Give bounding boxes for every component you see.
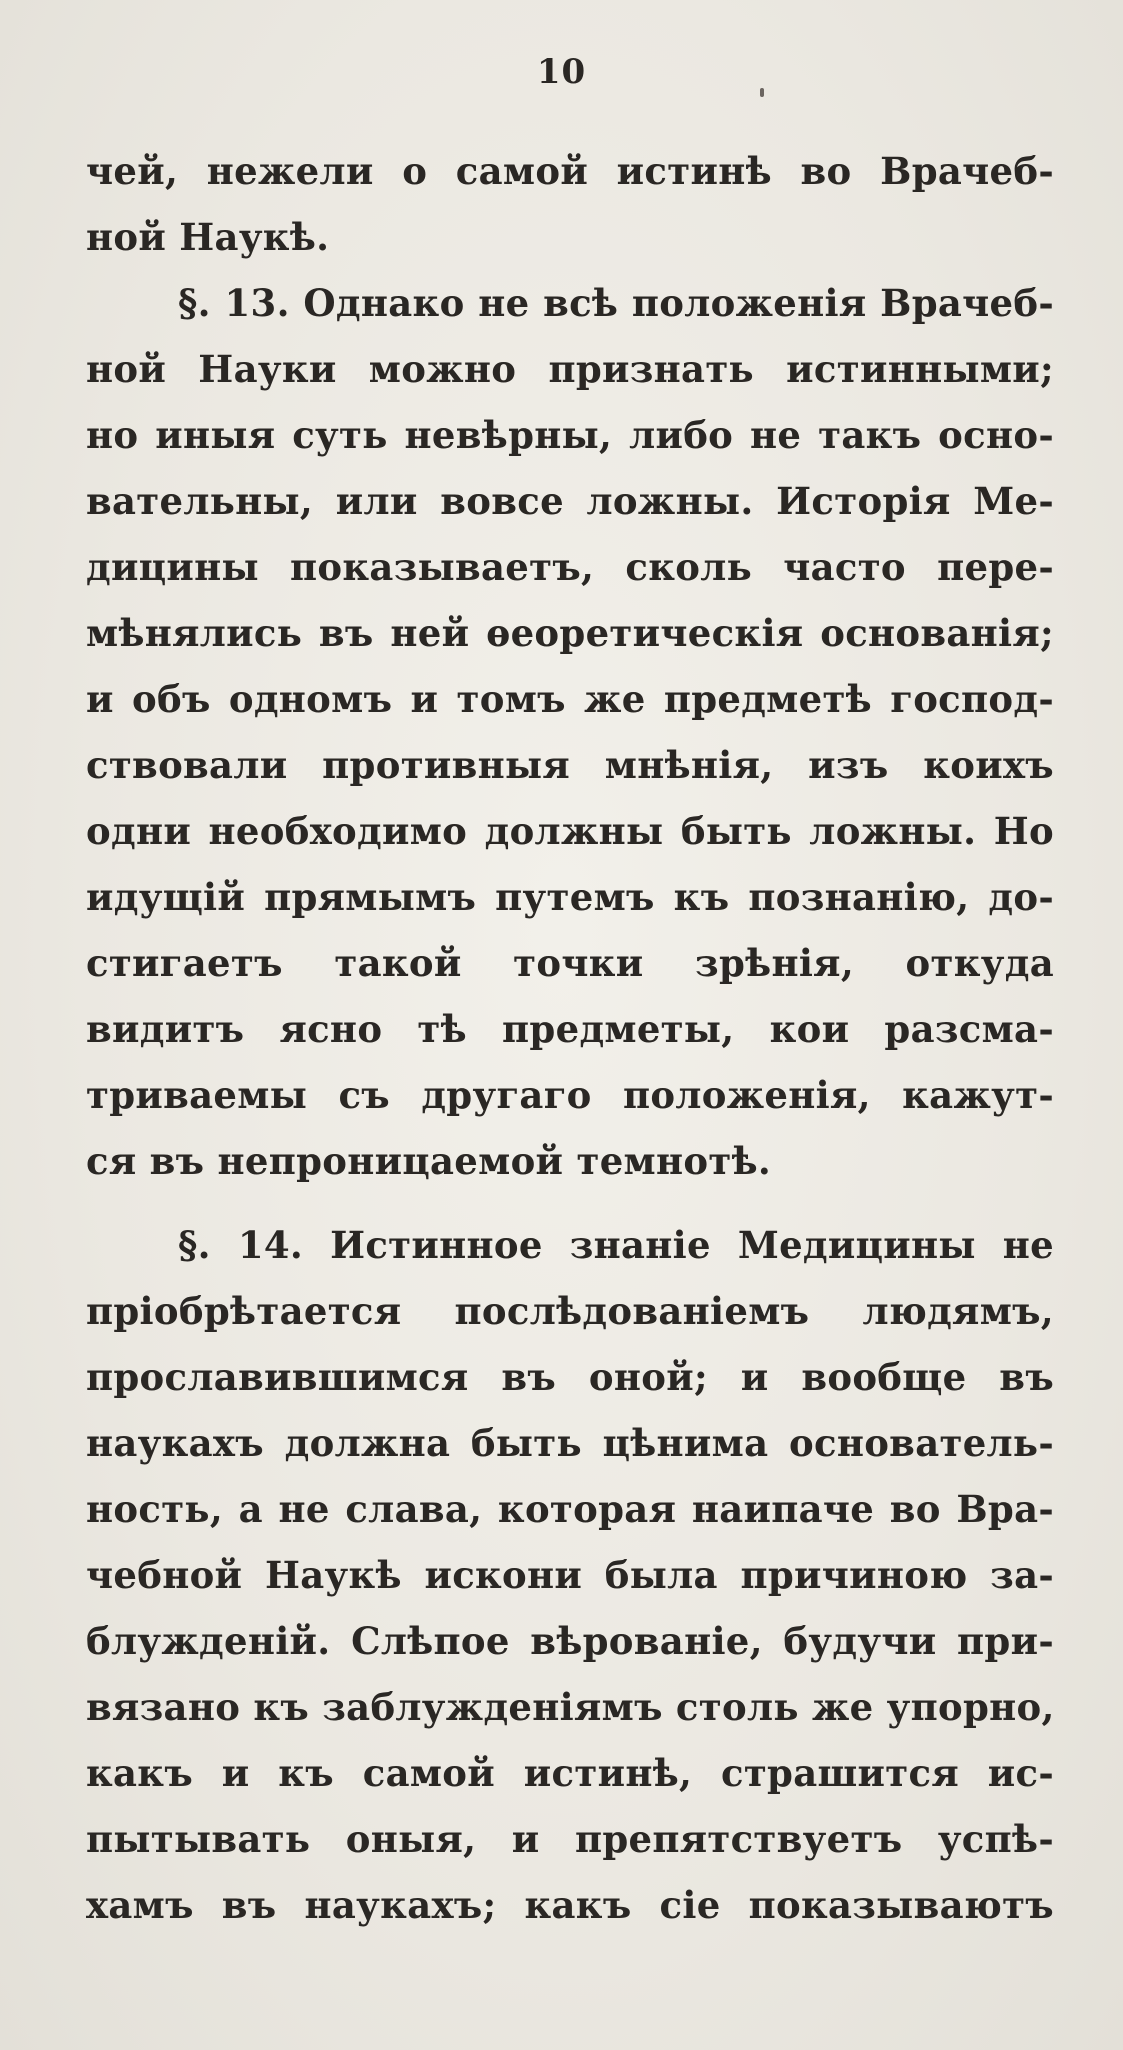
text-line: какъ и къ самой истинѣ, страшится ис- (86, 1751, 1054, 1795)
paragraph-spacer (86, 1194, 1054, 1212)
paragraph-section-14 (86, 1212, 1054, 1938)
text-line: хамъ въ наукахъ; какъ сіе показываютъ (86, 1883, 1054, 1927)
text-line: наукахъ должна быть цѣнима основатель- (86, 1421, 1054, 1465)
text-line: чебной Наукѣ искони была причиною за- (86, 1553, 1054, 1597)
paragraph-continuation (86, 138, 1054, 270)
text-line: ствовали противныя мнѣнія, изъ коихъ (86, 743, 1054, 787)
text-line: и объ одномъ и томъ же предметѣ господ- (86, 677, 1054, 721)
paragraph-section-13 (86, 270, 1054, 1194)
section-heading-line: §. 13. Однако не всѣ положенія Врачеб- (178, 281, 1054, 325)
page-text (86, 138, 1054, 1938)
text-line: но иныя суть невѣрны, либо не такъ осно- (86, 413, 1054, 457)
text-line: мѣнялись въ ней ѳеоретическія основанія; (86, 611, 1054, 655)
text-line: вязано къ заблужденіямъ столь же упорно, (86, 1685, 1055, 1729)
text-line: ной Наукѣ. (86, 215, 330, 259)
text-line: прославившимся въ оной; и вообще въ (86, 1355, 1054, 1399)
text-line: ся въ непроницаемой темнотѣ. (86, 1139, 772, 1183)
text-line: идущій прямымъ путемъ къ познанію, до- (86, 875, 1054, 919)
text-line: триваемы съ другаго положенія, кажут- (86, 1073, 1054, 1117)
text-line: блужденій. Слѣпое вѣрованіе, будучи при- (86, 1619, 1054, 1663)
text-line: ность, а не слава, которая наипаче во Вра- (86, 1487, 1054, 1531)
text-line: дицины показываетъ, сколь часто пере- (86, 545, 1054, 589)
text-line: пріобрѣтается послѣдованіемъ людямъ, (86, 1289, 1054, 1333)
text-line: стигаетъ такой точки зрѣнія, откуда (86, 941, 1054, 985)
text-line: видитъ ясно тѣ предметы, кои разсма- (86, 1007, 1054, 1051)
section-heading-line: §. 14. Истинное знаніе Медицины не (178, 1223, 1054, 1267)
text-line: одни необходимо должны быть ложны. Но (86, 809, 1054, 853)
text-line: ной Науки можно признать истинными; (86, 347, 1054, 391)
ink-speck (760, 88, 764, 97)
text-line: пытывать оныя, и препятствуетъ успѣ- (86, 1817, 1054, 1861)
text-line: чей, нежели о самой истинѣ во Врачеб- (86, 149, 1054, 193)
text-line: вательны, или вовсе ложны. Исторія Ме- (86, 479, 1054, 523)
page-number: 10 (536, 52, 587, 92)
